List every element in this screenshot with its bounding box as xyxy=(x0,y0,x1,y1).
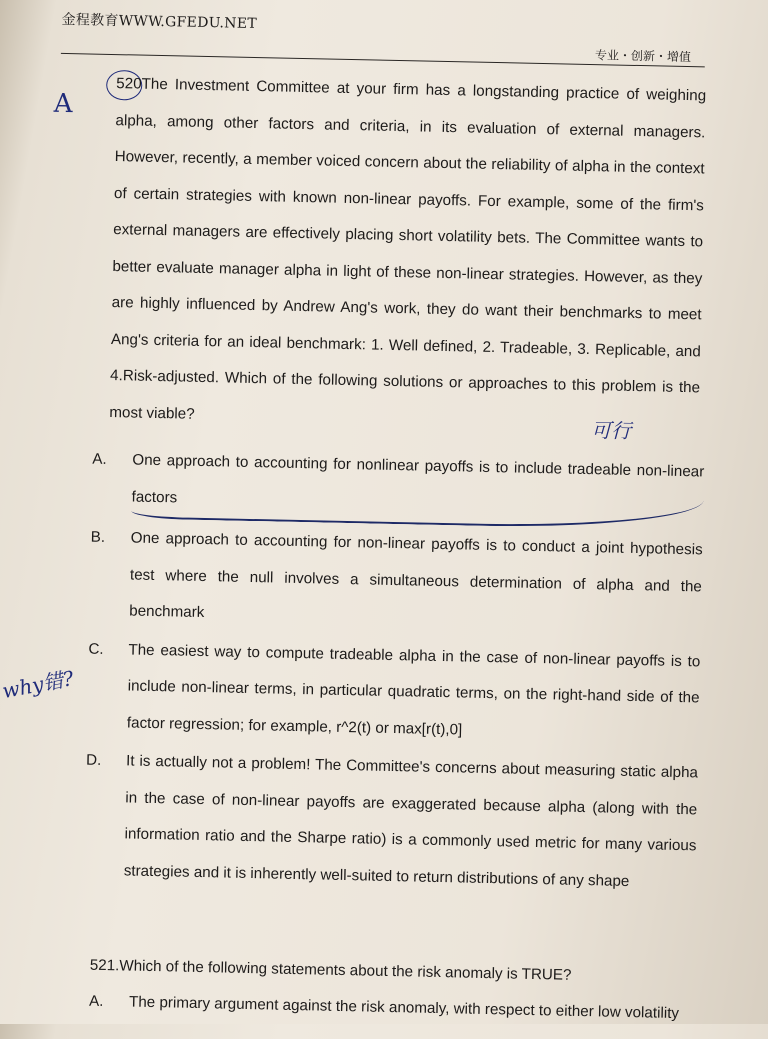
question-520 xyxy=(109,66,707,443)
option-letter: C. xyxy=(88,640,104,658)
question-521 xyxy=(89,948,730,1035)
answer-mark-handwritten: A xyxy=(53,88,73,120)
why-note-handwritten: why错? xyxy=(0,666,76,704)
header-slogan: 专业・创新・增值 xyxy=(594,48,692,65)
question-520-number: 520 xyxy=(116,75,142,93)
option-d xyxy=(83,743,698,902)
question-520-stem: The Investment Committee at your firm has a longstanding practice of weighing alpha, among other factors and criteria, in its evaluation of external managers. However, recently, a member voiced concern about the reliability of alpha in the context of certain strategies with known non-linear payoffs. For example, some of the firm's external managers are effectively placing short volatility bets. The Committee wants to better evaluate manager alpha in light of these non-linear strategies. However, as they are highly influenced by Andrew Ang's work, they do want their benchmarks to meet Ang's criteria for an ideal benchmark: 1. Well defined, 2. Tradeable, 3. Replicable, and 4.Risk-adjusted. Which of the following solutions or approaches to this problem is the most viable? xyxy=(109,75,707,423)
question-521-number: 521. xyxy=(89,956,120,975)
option-text: The easiest way to compute tradeable alpha in the case of non-linear payoffs is to include non-linear terms, in particular quadratic terms, on the right-hand side of the factor regression; for example, r^2(t) or max[r(t),0] xyxy=(126,640,701,738)
option-letter: A. xyxy=(88,992,104,1011)
option-letter: A. xyxy=(92,450,107,468)
option-c xyxy=(87,631,701,753)
header-site: 金程教育WWW.GFEDU.NET xyxy=(61,11,258,33)
option-text: One approach to accounting for non-linear payoffs is to conduct a joint hypothesis test where the null involves a simultaneous determination of alpha and the benchmark xyxy=(129,529,703,622)
option-letter: B. xyxy=(90,528,106,546)
option-text: One approach to accounting for nonlinear payoffs is to include tradeable non-linear factors xyxy=(131,443,704,531)
question-520-options xyxy=(83,442,704,904)
question-521-stem: Which of the following statements about the risk anomaly is TRUE? xyxy=(119,957,572,984)
option-b xyxy=(89,520,703,642)
option-text: It is actually not a problem! The Committee's concerns about measuring static alpha in the case of non-linear payoffs are exaggerated because alpha (along with the information ratio and the Sharpe ratio) is a commonly used metric for many various strategies and it is inherently well-suited to return distributions of any shape xyxy=(123,752,699,890)
viable-note-handwritten: 可行 xyxy=(590,418,632,443)
option-text: The primary argument against the risk anomaly, with respect to either low volatility xyxy=(128,993,680,1023)
option-letter: D. xyxy=(85,751,102,769)
option-a xyxy=(91,442,704,531)
